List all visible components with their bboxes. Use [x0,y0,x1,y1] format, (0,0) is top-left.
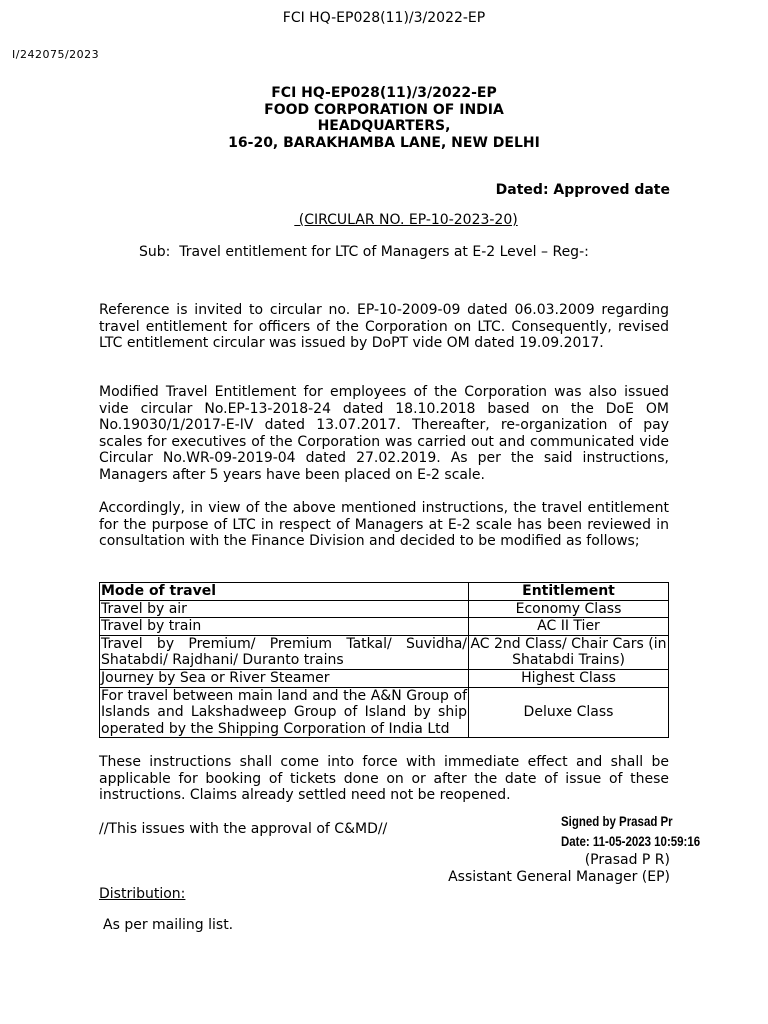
paragraph-modified-entitlement: Modified Travel Entitlement for employees of the Corporation was also issued vide circular No.EP-13-2018-24 dated 18.10.2018 based on the DoE OM No.19030/1/2017-E-IV dated 13.07.2017. Thereafter, re-organization of pay scales for executives of the Corporation was carried out and communicated vide Circular No.WR-09-2019-04 dated 27.02.2019. As per the said instructions, Managers after 5 years have been placed on E-2 scale. [99,384,669,483]
paragraph-instructions: These instructions shall come into force with immediate effect and shall be applicable for booking of tickets done on or after the date of issue of these instructions. Claims already settled need not be reopened. [99,754,669,804]
table-row [100,687,669,738]
distribution-list: As per mailing list. [103,917,234,933]
dated-line: Dated: Approved date [495,182,670,198]
header-entitlement: Entitlement [469,583,669,601]
table-cell-entitlement: Deluxe Class [469,687,669,738]
table-row [100,635,669,669]
heading-address: 16-20, BARAKHAMBA LANE, NEW DELHI [228,134,540,151]
subject-line: Sub: Travel entitlement for LTC of Managers at E-2 Level – Reg-: [139,244,589,260]
table-cell-mode: Travel by Premium/ Premium Tatkal/ Suvidha/ Shatabdi/ Rajdhani/ Duranto trains [101,635,467,669]
file-reference-header: FCI HQ-EP028(11)/3/2022-EP [282,10,486,26]
heading-file-number: FCI HQ-EP028(11)/3/2022-EP [271,85,497,101]
signatory-name: (Prasad P R) [584,852,670,868]
distribution-label: Distribution: [99,886,186,902]
table-cell-mode: Travel by train [100,618,469,636]
table-cell-mode: Travel by air [100,600,469,618]
table-cell-entitlement: AC II Tier [469,618,669,636]
digital-signature-name: Signed by Prasad Pr [561,813,673,829]
signatory-designation: Assistant General Manager (EP) [448,869,670,885]
paragraph-accordingly: Accordingly, in view of the above mentioned instructions, the travel entitlement for the purpose of LTC in respect of Managers at E-2 scale has been reviewed in consultation with the Finance Division and decided to be modified as follows; [99,500,669,550]
paragraph-reference: Reference is invited to circular no. EP-10-2009-09 dated 06.03.2009 regarding travel entitlement for officers of the Corporation on LTC. Consequently, revised LTC entitlement circular was issued by DoPT vide OM dated 19.09.2017. [99,302,669,352]
table-cell-entitlement: Economy Class [469,600,669,618]
table-row [100,600,669,618]
table-row [100,669,669,687]
heading-organization: FOOD CORPORATION OF INDIA [264,101,504,118]
digital-signature-date: Date: 11-05-2023 10:59:16 [561,833,701,849]
circular-number: (CIRCULAR NO. EP-10-2023-20) [294,212,518,228]
table-cell-mode: Journey by Sea or River Steamer [100,669,469,687]
heading-office: HEADQUARTERS, [317,118,451,134]
table-cell-mode: For travel between main land and the A&N Group of Islands and Lakshadweep Group of Island by ship operated by the Shipping Corporation of India Ltd [101,687,467,737]
table-cell-entitlement: AC 2nd Class/ Chair Cars (in Shatabdi Trains) [470,635,667,669]
table-cell-entitlement: Highest Class [469,669,669,687]
approval-note: //This issues with the approval of C&MD// [99,821,388,837]
letter-heading [0,85,768,151]
table-row [100,618,669,636]
side-document-number: I/242075/2023 [12,48,100,61]
entitlement-table [99,582,669,738]
table-header-row [100,583,669,601]
header-mode-of-travel: Mode of travel [100,583,469,601]
